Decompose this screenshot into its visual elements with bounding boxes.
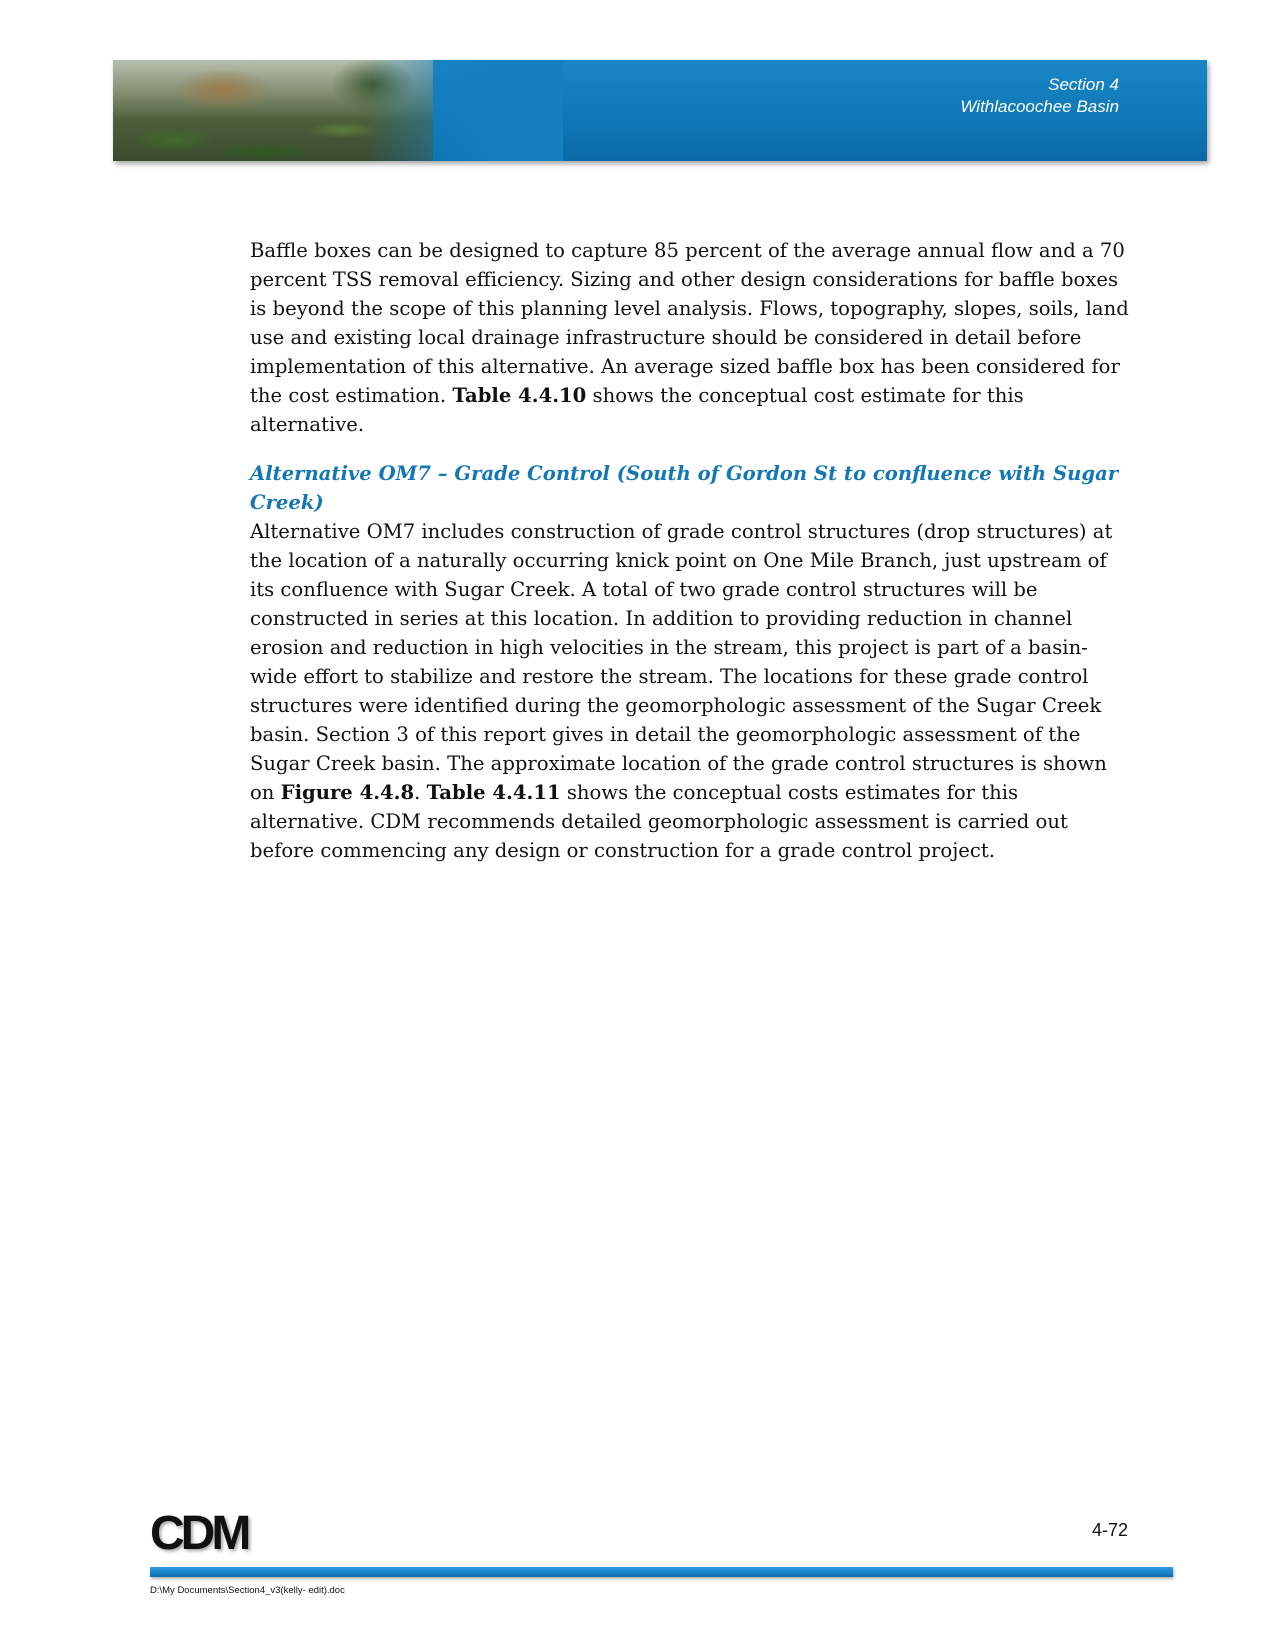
file-path: D:\My Documents\Section4_v3(kelly- edit).doc <box>150 1585 345 1596</box>
page-number: 4-72 <box>1091 1520 1128 1540</box>
basin-label: Withlacoochee Basin <box>960 97 1119 116</box>
paragraph-om7 <box>250 517 1130 865</box>
alternative-heading: Alternative OM7 – Grade Control (South of Gordon St to confluence with Sugar Creek) <box>250 462 1119 514</box>
para1-text-a: Baffle boxes can be designed to capture 85 percent of the average annual flow and a 70 percent TSS removal efficiency. Sizing and other design considerations for baffle boxes is beyond the scope of this planning level analysis. Flows, topography, slopes, soils, land use and existing local drainage infrastructure should be considered in detail before implementation of this alternative. An average sized baffle box has been considered for the cost estimation. <box>250 239 1129 407</box>
header-banner <box>113 60 1207 161</box>
document-body <box>250 236 1130 865</box>
para2-text-a: Alternative OM7 includes construction of grade control structures (drop structures) at the location of a naturally occurring knick point on One Mile Branch, just upstream of its confluence with Sugar Creek. A total of two grade control structures will be constructed in series at this location. In addition to providing reduction in channel erosion and reduction in high velocities in the stream, this project is part of a basin-wide effort to stabilize and restore the stream. The locations for these grade control structures were identified during the geomorphologic assessment of the Sugar Creek basin. Section 3 of this report gives in detail the geomorphologic assessment of the Sugar Creek basin. The approximate location of the grade control structures is shown on <box>250 520 1113 804</box>
banner-fade <box>363 60 563 161</box>
header-title <box>960 74 1119 118</box>
para1-text-b: shows the conceptual cost estimate for this alternative. <box>250 384 1024 436</box>
figure-ref-4-4-8: Figure 4.4.8 <box>280 781 415 804</box>
cdm-logo: CDM <box>150 1507 248 1560</box>
paragraph-baffle-boxes <box>250 236 1130 439</box>
table-ref-4-4-11: Table 4.4.11 <box>426 781 561 804</box>
para2-text-sep: . <box>414 781 427 804</box>
table-ref-4-4-10: Table 4.4.10 <box>452 384 587 407</box>
section-label: Section 4 <box>1048 75 1119 94</box>
footer-rule <box>150 1567 1173 1577</box>
para2-text-b: shows the conceptual costs estimates for this alternative. CDM recommends detailed geomorphologic assessment is carried out before commencing any design or construction for a grade control project. <box>250 781 1068 862</box>
